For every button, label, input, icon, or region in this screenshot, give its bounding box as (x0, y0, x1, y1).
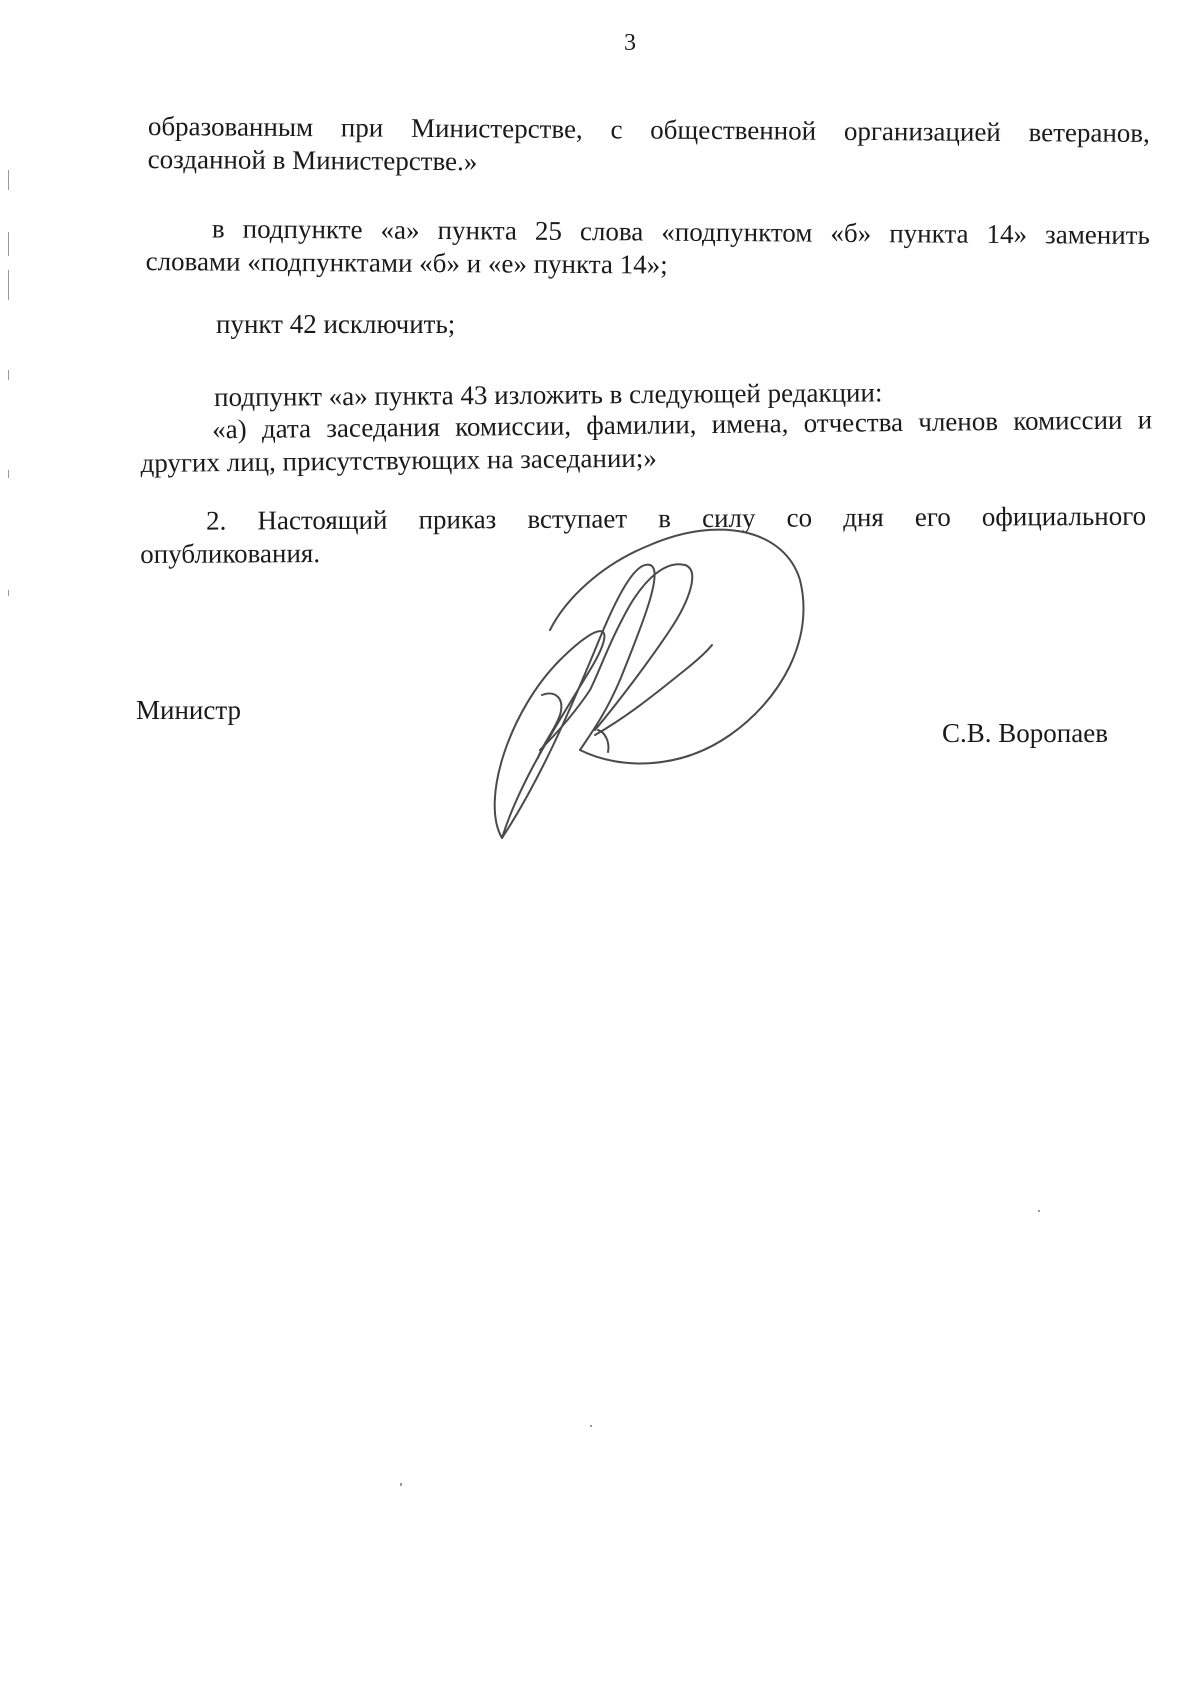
paragraph-line: опубликования. (140, 538, 321, 569)
paragraph-amendment-42 (216, 308, 816, 341)
scan-artifact (400, 1483, 402, 1486)
paragraph-line: подпункт «а» пункта 43 изложить в следующей редакции: (214, 377, 883, 412)
paragraph-line: образованным при Министерстве, с общественной организацией ветеранов, (147, 110, 1150, 148)
paragraph-line: других лиц, присутствующих на заседании;» (140, 442, 657, 478)
handwritten-signature (480, 520, 860, 850)
signatory-name: С.В. Воропаев (942, 718, 1108, 748)
scan-artifact (8, 232, 9, 256)
scan-artifact (1038, 1210, 1040, 1212)
scan-artifact (8, 270, 9, 300)
scan-artifact (8, 370, 9, 380)
paragraph-line: словами «подпунктами «б» и «е» пункта 14»; (145, 245, 668, 280)
paragraph-line: «а) дата заседания комиссии, фамилии, имена, отчества членов комиссии и (212, 404, 1153, 445)
signatory-title: Министр (136, 695, 241, 725)
paragraph-line: в подпункте «а» пункта 25 слова «подпунктом «б» пункта 14» заменить (211, 213, 1150, 251)
paragraph-line: созданной в Министерстве.» (147, 143, 478, 177)
paragraph-continuation (148, 110, 1150, 183)
scan-artifact (8, 590, 9, 596)
page-number: 3 (624, 30, 636, 56)
paragraph-amendment-43-text (140, 403, 1153, 480)
scan-artifact (590, 1425, 592, 1427)
scan-artifact (8, 470, 9, 478)
scan-artifact (8, 170, 9, 190)
paragraph-line: пункт 42 исключить; (216, 309, 456, 339)
paragraph-line: 2. Настоящий приказ вступает в силу со дня его официального (206, 500, 1147, 536)
paragraph-amendment-25 (146, 212, 1150, 285)
